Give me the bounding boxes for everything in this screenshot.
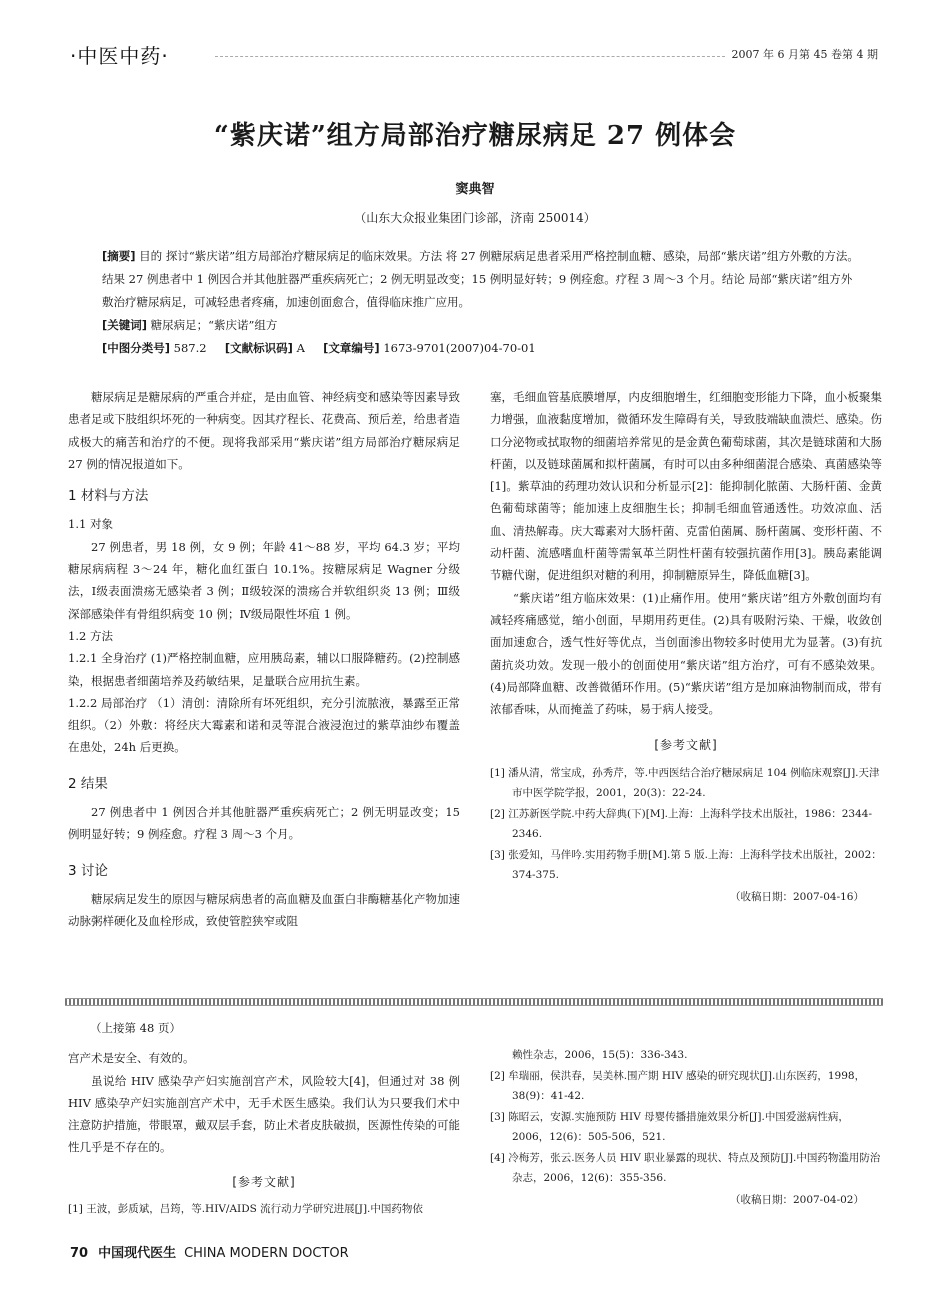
references-heading: [参考文献]: [232, 1174, 296, 1189]
issue-info: 2007 年 6 月第 45 卷第 4 期: [731, 48, 878, 61]
continued-paragraph: 宫产术是安全、有效的。: [68, 1051, 195, 1066]
clinical-effect-paragraph: “紫庆诺”组方临床效果：(1)止痛作用。使用“紫庆诺”组方外敷创面均有减轻疼痛感觉，缩小创面，早期用药更佳。(2)具有吸附污染、干燥，收敛创面加速愈合，透气性好等优点，当创面渗出物较多时使用尤为显著。(3)有抗菌抗炎功效。发现一般小的创面使用“紫庆诺”组方治疗，可有不感染效果。(4)局部降血糖、改善微循环作用。(5)“紫庆诺”组方是加麻油物制而成，带有浓郁香味，从而掩盖了药味，易于病人接受。: [490, 590, 882, 717]
abstract: [102, 245, 862, 314]
continued-right-column: [490, 1045, 882, 1211]
header-rule: [215, 56, 725, 57]
clc-value: 587.2: [173, 341, 207, 355]
id-label: [文章编号]: [323, 341, 380, 355]
abstract-text: 目的 探讨“紫庆诺”组方局部治疗糖尿病足的临床效果。方法 将 27 例糖尿病足患者采用严格控制血糖、感染，局部“紫庆诺”组方外敷的方法。结果 27 例患者中 1 例因合并其他脏器严重疾病死亡；2 例无明显改变；15 例明显好转；9 例痊愈。疗程 3 周～3 个月。结论 局部“紫庆诺”组方外敷治疗糖尿病足，可减轻患者疼痛，加速创面愈合，值得临床推广应用。: [102, 249, 859, 309]
subsection-heading-1-1: 1.1 对象: [68, 517, 113, 532]
reference-item: [3] 陈昭云，安源.实施预防 HIV 母婴传播措施效果分析[J].中国爱滋病性病，2006，12(6)：505-506，521.: [490, 1110, 849, 1143]
intro-paragraph: 糖尿病足是糖尿病的严重合并症，是由血管、神经病变和感染等因素导致患者足或下肢组织坏死的一种病变。因其疗程长、花费高、预后差，给患者造成极大的痛苦和治疗的不便。现将我部采用“紫庆诺”组方局部治疗糖尿病足 27 例的情况报道如下。: [68, 390, 460, 471]
reference-item: [2] 牟瑞丽，侯洪春，吴美林.围产期 HIV 感染的研究现状[J].山东医药，1998，38(9)：41-42.: [490, 1069, 866, 1102]
continued-left-column: [68, 1017, 460, 1220]
section-heading-2: 2 结果: [68, 775, 108, 792]
subjects-paragraph: 27 例患者，男 18 例，女 9 例；年龄 41～88 岁，平均 64.3 岁；平均糖尿病病程 3～24 年，糖化血红蛋白 10.1%。按糖尿病足 Wagner 分级法，Ⅰ级表面溃疡无感染者 3 例；Ⅱ级较深的溃疡合并软组织炎 13 例；Ⅲ级深部感染伴有骨组织病变 10 例；Ⅳ级局限性坏疽 1 例。: [68, 539, 460, 621]
classification: [102, 337, 862, 360]
left-column: [68, 386, 460, 933]
page-footer: [70, 1242, 349, 1261]
doc-value: A: [296, 341, 305, 355]
article-title: “紫庆诺”组方局部治疗糖尿病足 27 例体会: [213, 121, 737, 151]
journal-name-en: CHINA MODERN DOCTOR: [184, 1246, 349, 1261]
reference-item: [3] 张爱知，马伴吟.实用药物手册[M].第 5 版.上海：上海科学技术出版社，2002：374-375.: [490, 848, 882, 882]
reference-item: [1] 王波，彭质斌，吕筠，等.HIV/AIDS 流行动力学研究进展[J].中国药物依: [68, 1203, 423, 1216]
journal-name: 中国现代医生: [98, 1246, 177, 1261]
keywords: [102, 314, 862, 337]
results-paragraph: 27 例患者中 1 例因合并其他脏器严重疾病死亡；2 例无明显改变；15 例明显好转；9 例痊愈。疗程 3 周～3 个月。: [68, 805, 460, 842]
section-heading-3: 3 讨论: [68, 862, 108, 879]
keywords-text: 糖尿病足；“紫庆诺”组方: [150, 318, 278, 332]
doc-label: [文献标识码]: [224, 341, 293, 355]
continued-paragraph: 虽说给 HIV 感染孕产妇实施剖宫产术，风险较大[4]，但通过对 38 例 HIV 感染孕产妇实施剖宫产术中，无手术医生感染。我们认为只要我们术中注意防护措施，带眼罩，戴双层手套，防止术者皮肤破损，医源性传染的可能性几乎是不存在的。: [68, 1073, 460, 1155]
right-column: [490, 386, 882, 908]
section-heading-1: 1 材料与方法: [68, 488, 149, 505]
reference-item: [1] 潘从清，常宝成，孙秀芹，等.中西医结合治疗糖尿病足 104 例临床观察[J].天津市中医学院学报，2001，20(3)：22-24.: [490, 766, 880, 800]
discussion-continued: 塞，毛细血管基底膜增厚，内皮细胞增生，红细胞变形能力下降，血小板聚集力增强，血液黏度增加，微循环发生障碍有关，导致肢端缺血溃烂、感染。伤口分泌物或拭取物的细菌培养常见的是金黄色葡萄球菌，其次是链球菌和大肠杆菌，以及链球菌属和拟杆菌属，有时可以由多种细菌混合感染、真菌感染等[1]。紫草油的药理功效认识和分析显示[2]：能抑制化脓菌、大肠杆菌、金黄色葡萄球菌等；能加速上皮细胞生长；抑制毛细血管通透性。功效凉血、活血、清热解毒。庆大霉素对大肠杆菌、克雷伯菌属、肠杆菌属、变形杆菌、不动杆菌、流感嗜血杆菌等需氧革兰阴性杆菌有较强抗菌作用[3]。胰岛素能调节糖代谢，促进组织对糖的利用，抑制糖原异生，降低血糖[3]。: [490, 390, 882, 583]
author: 窦典智: [455, 182, 495, 197]
abstract-block: [102, 245, 862, 360]
subsection-heading-1-2: 1.2 方法: [68, 628, 113, 643]
reference-item: [4] 冷梅芳，张云.医务人员 HIV 职业暴露的现状、特点及预防[J].中国药物滥用防治杂志，2006，12(6)：355-356.: [490, 1151, 881, 1184]
reference-item-continued: 赖性杂志，2006，15(5)：336-343.: [512, 1049, 688, 1061]
reference-item: [2] 江苏新医学院.中药大辞典(下)[M].上海：上海科学技术出版社，1986：2344-2346.: [490, 807, 873, 841]
systemic-treatment-paragraph: 1.2.1 全身治疗 (1)严格控制血糖，应用胰岛素，辅以口服降糖药。(2)控制感染，根据患者细菌培养及药敏结果，足量联合应用抗生素。: [68, 651, 460, 688]
id-value: 1673-9701(2007)04-70-01: [383, 341, 536, 355]
section-divider: [65, 998, 883, 1006]
clc-label: [中图分类号]: [102, 341, 171, 355]
section-label: ·中医中药·: [70, 44, 169, 68]
keywords-label: [关键词]: [102, 318, 148, 332]
received-date: （收稿日期：2007-04-02）: [729, 1193, 864, 1206]
page-number: 70: [70, 1246, 89, 1261]
discussion-paragraph: 糖尿病足发生的原因与糖尿病患者的高血糖及血蛋白非酶糖基化产物加速动脉粥样硬化及血栓形成，致使管腔狭窄或阻: [68, 891, 460, 929]
references-heading: [参考文献]: [654, 738, 718, 753]
abstract-label: [摘要]: [102, 249, 136, 263]
received-date: （收稿日期：2007-04-16）: [729, 890, 864, 903]
local-treatment-paragraph: 1.2.2 局部治疗 （1）清创：清除所有坏死组织，充分引流脓液，暴露至正常组织。（2）外敷：将经庆大霉素和诺和灵等混合液浸泡过的紫草油纱布覆盖在患处，24h 后更换。: [68, 695, 460, 755]
continued-label: （上接第 48 页）: [90, 1021, 181, 1035]
affiliation: （山东大众报业集团门诊部，济南 250014）: [354, 211, 596, 225]
